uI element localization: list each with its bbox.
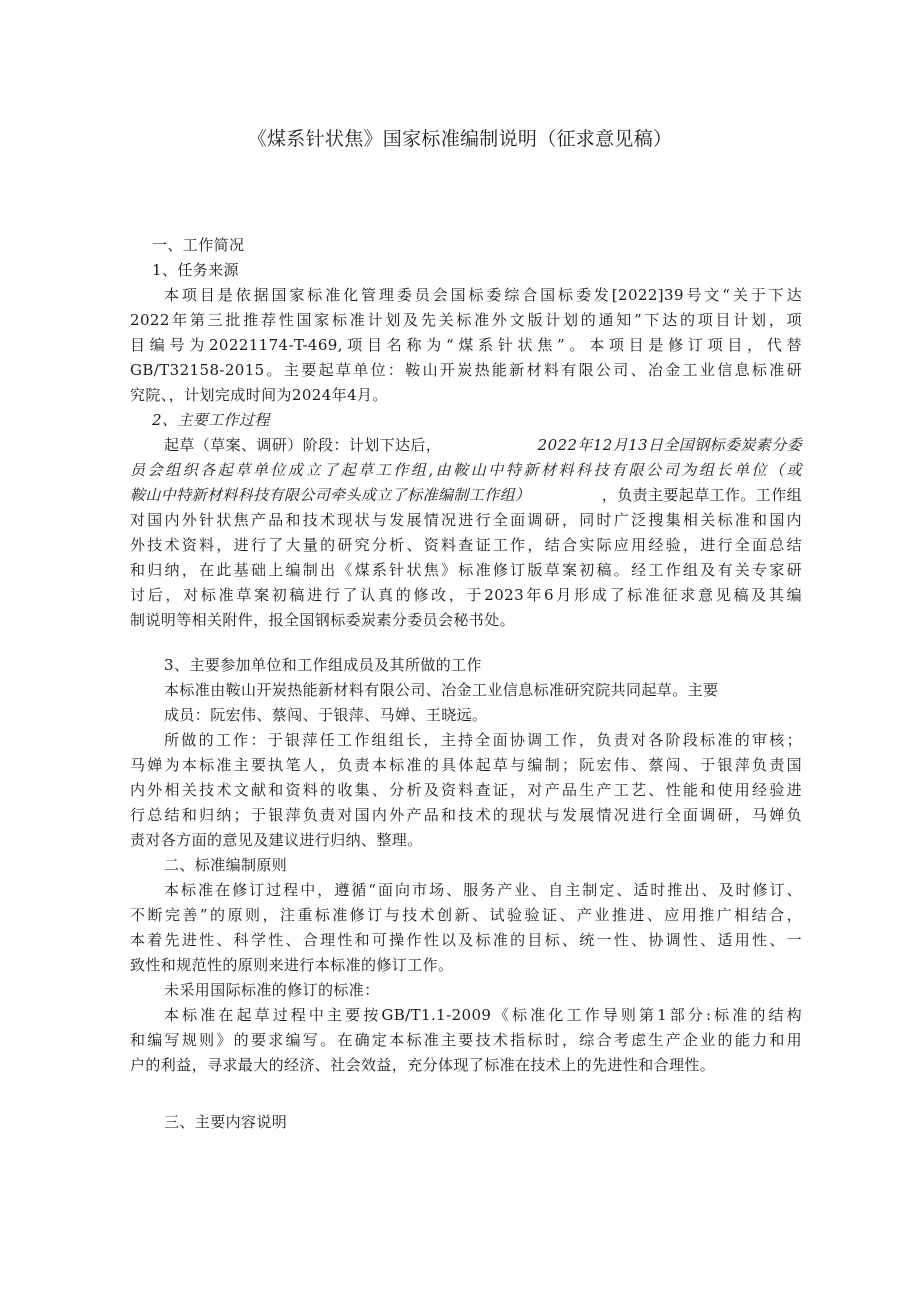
paragraph-line: 行总结和归纳；于银萍负责对国内外产品和技术的现状与发展情况进行全面调研，马婵负	[130, 806, 802, 824]
paragraph-line: 本项目是依据国家标准化管理委员会国标委综合国标委发[2022]39号文“关于下达	[164, 286, 802, 304]
section-heading-2: 二、标准编制原则	[164, 856, 288, 874]
paragraph-line: 本标准在修订过程中，遵循“面向市场、服务产业、自主制定、适时推出、及时修订、	[164, 881, 802, 899]
paragraph-line: 成员：阮宏伟、蔡闯、于银萍、马婵、王晓远。	[164, 706, 488, 724]
paragraph-line: 目编号为20221174-T-469,项目名称为“煤系针状焦”。本项目是修订项目，代替	[130, 336, 802, 354]
paragraph-line: 内外相关技术文献和资料的收集、分析及资料查证，对产品生产工艺、性能和使用经验进	[130, 781, 802, 799]
paragraph-subheading: 未采用国际标准的修订的标准：	[164, 981, 380, 999]
paragraph-line: 致性和规范性的原则来进行本标准的修订工作。	[130, 956, 454, 974]
subsection-heading-3: 3、主要参加单位和工作组成员及其所做的工作	[164, 656, 482, 674]
paragraph-line: GB/T32158-2015。主要起草单位：鞍山开炭热能新材料有限公司、冶金工业信息标准研	[130, 361, 802, 379]
paragraph-line: 户的利益，寻求最大的经济、社会效益，充分体现了标准在技术上的先进性和合理性。	[130, 1056, 716, 1074]
paragraph-line: 讨后，对标准草案初稿进行了认真的修改，于2023年6月形成了标准征求意见稿及其编	[130, 586, 802, 604]
paragraph-line: 责对各方面的意见及建议进行归纳、整理。	[130, 831, 423, 849]
subsection-heading-1: 1、任务来源	[152, 261, 239, 279]
paragraph-line-italic-part: 2022年12月13日全国钢标委炭素分委	[537, 436, 802, 454]
paragraph-line-part: 起草（草案、调研）阶段：计划下达后，	[164, 436, 442, 454]
paragraph-line: 本标准由鞍山开炭热能新材料有限公司、冶金工业信息标准研究院共同起草。主要	[164, 681, 719, 699]
paragraph-line: 2022年第三批推荐性国家标准计划及先关标准外文版计划的通知”下达的项目计划，项	[130, 311, 802, 329]
paragraph-line: 不断完善”的原则，注重标准修订与技术创新、试验验证、产业推进、应用推广相结合，	[130, 906, 802, 924]
paragraph-line: 究院、，计划完成时间为2024年4月。	[130, 386, 388, 404]
page-title: 《煤系针状焦》国家标准编制说明（征求意见稿）	[247, 128, 673, 150]
paragraph-line: 制说明等相关附件，报全国钢标委炭素分委员会秘书处。	[130, 611, 516, 629]
paragraph-line: 和编写规则》的要求编写。在确定本标准主要技术指标时，综合考虑生产企业的能力和用	[130, 1031, 802, 1049]
paragraph-line: 外技术资料，进行了大量的研究分析、资料查证工作，结合实际应用经验，进行全面总结	[130, 536, 802, 554]
subsection-heading-2: 2、主要工作过程	[152, 411, 270, 429]
paragraph-line-italic: 员会组织各起草单位成立了起草工作组,由鞍山中特新材料科技有限公司为组长单位（或	[130, 461, 802, 479]
paragraph-line	[130, 484, 802, 506]
paragraph-line: 本标准在起草过程中主要按GB/T1.1-2009《标准化工作导则第1部分:标准的结构	[164, 1006, 802, 1024]
section-heading-1: 一、工作简况	[152, 236, 245, 254]
paragraph-line: 对国内外针状焦产品和技术现状与发展情况进行全面调研，同时广泛搜集相关标准和国内	[130, 511, 802, 529]
paragraph-line: 所做的工作：于银萍任工作组组长，主持全面协调工作，负责对各阶段标准的审核；	[164, 731, 802, 749]
paragraph-line-italic-part: 鞍山中特新材料科技有限公司牵头成立了标准编制工作组）	[130, 486, 531, 504]
paragraph-line-part: ，负责主要起草工作。工作组	[601, 486, 802, 504]
paragraph-line: 马婵为本标准主要执笔人，负责本标准的具体起草与编制；阮宏伟、蔡闯、于银萍负责国	[130, 756, 802, 774]
paragraph-line: 本着先进性、科学性、合理性和可操作性以及标准的目标、统一性、协调性、适用性、一	[130, 931, 802, 949]
section-heading-3: 三、主要内容说明	[164, 1113, 288, 1131]
paragraph-line	[164, 434, 802, 456]
paragraph-line: 和归纳，在此基础上编制出《煤系针状焦》标准修订版草案初稿。经工作组及有关专家研	[130, 561, 802, 579]
